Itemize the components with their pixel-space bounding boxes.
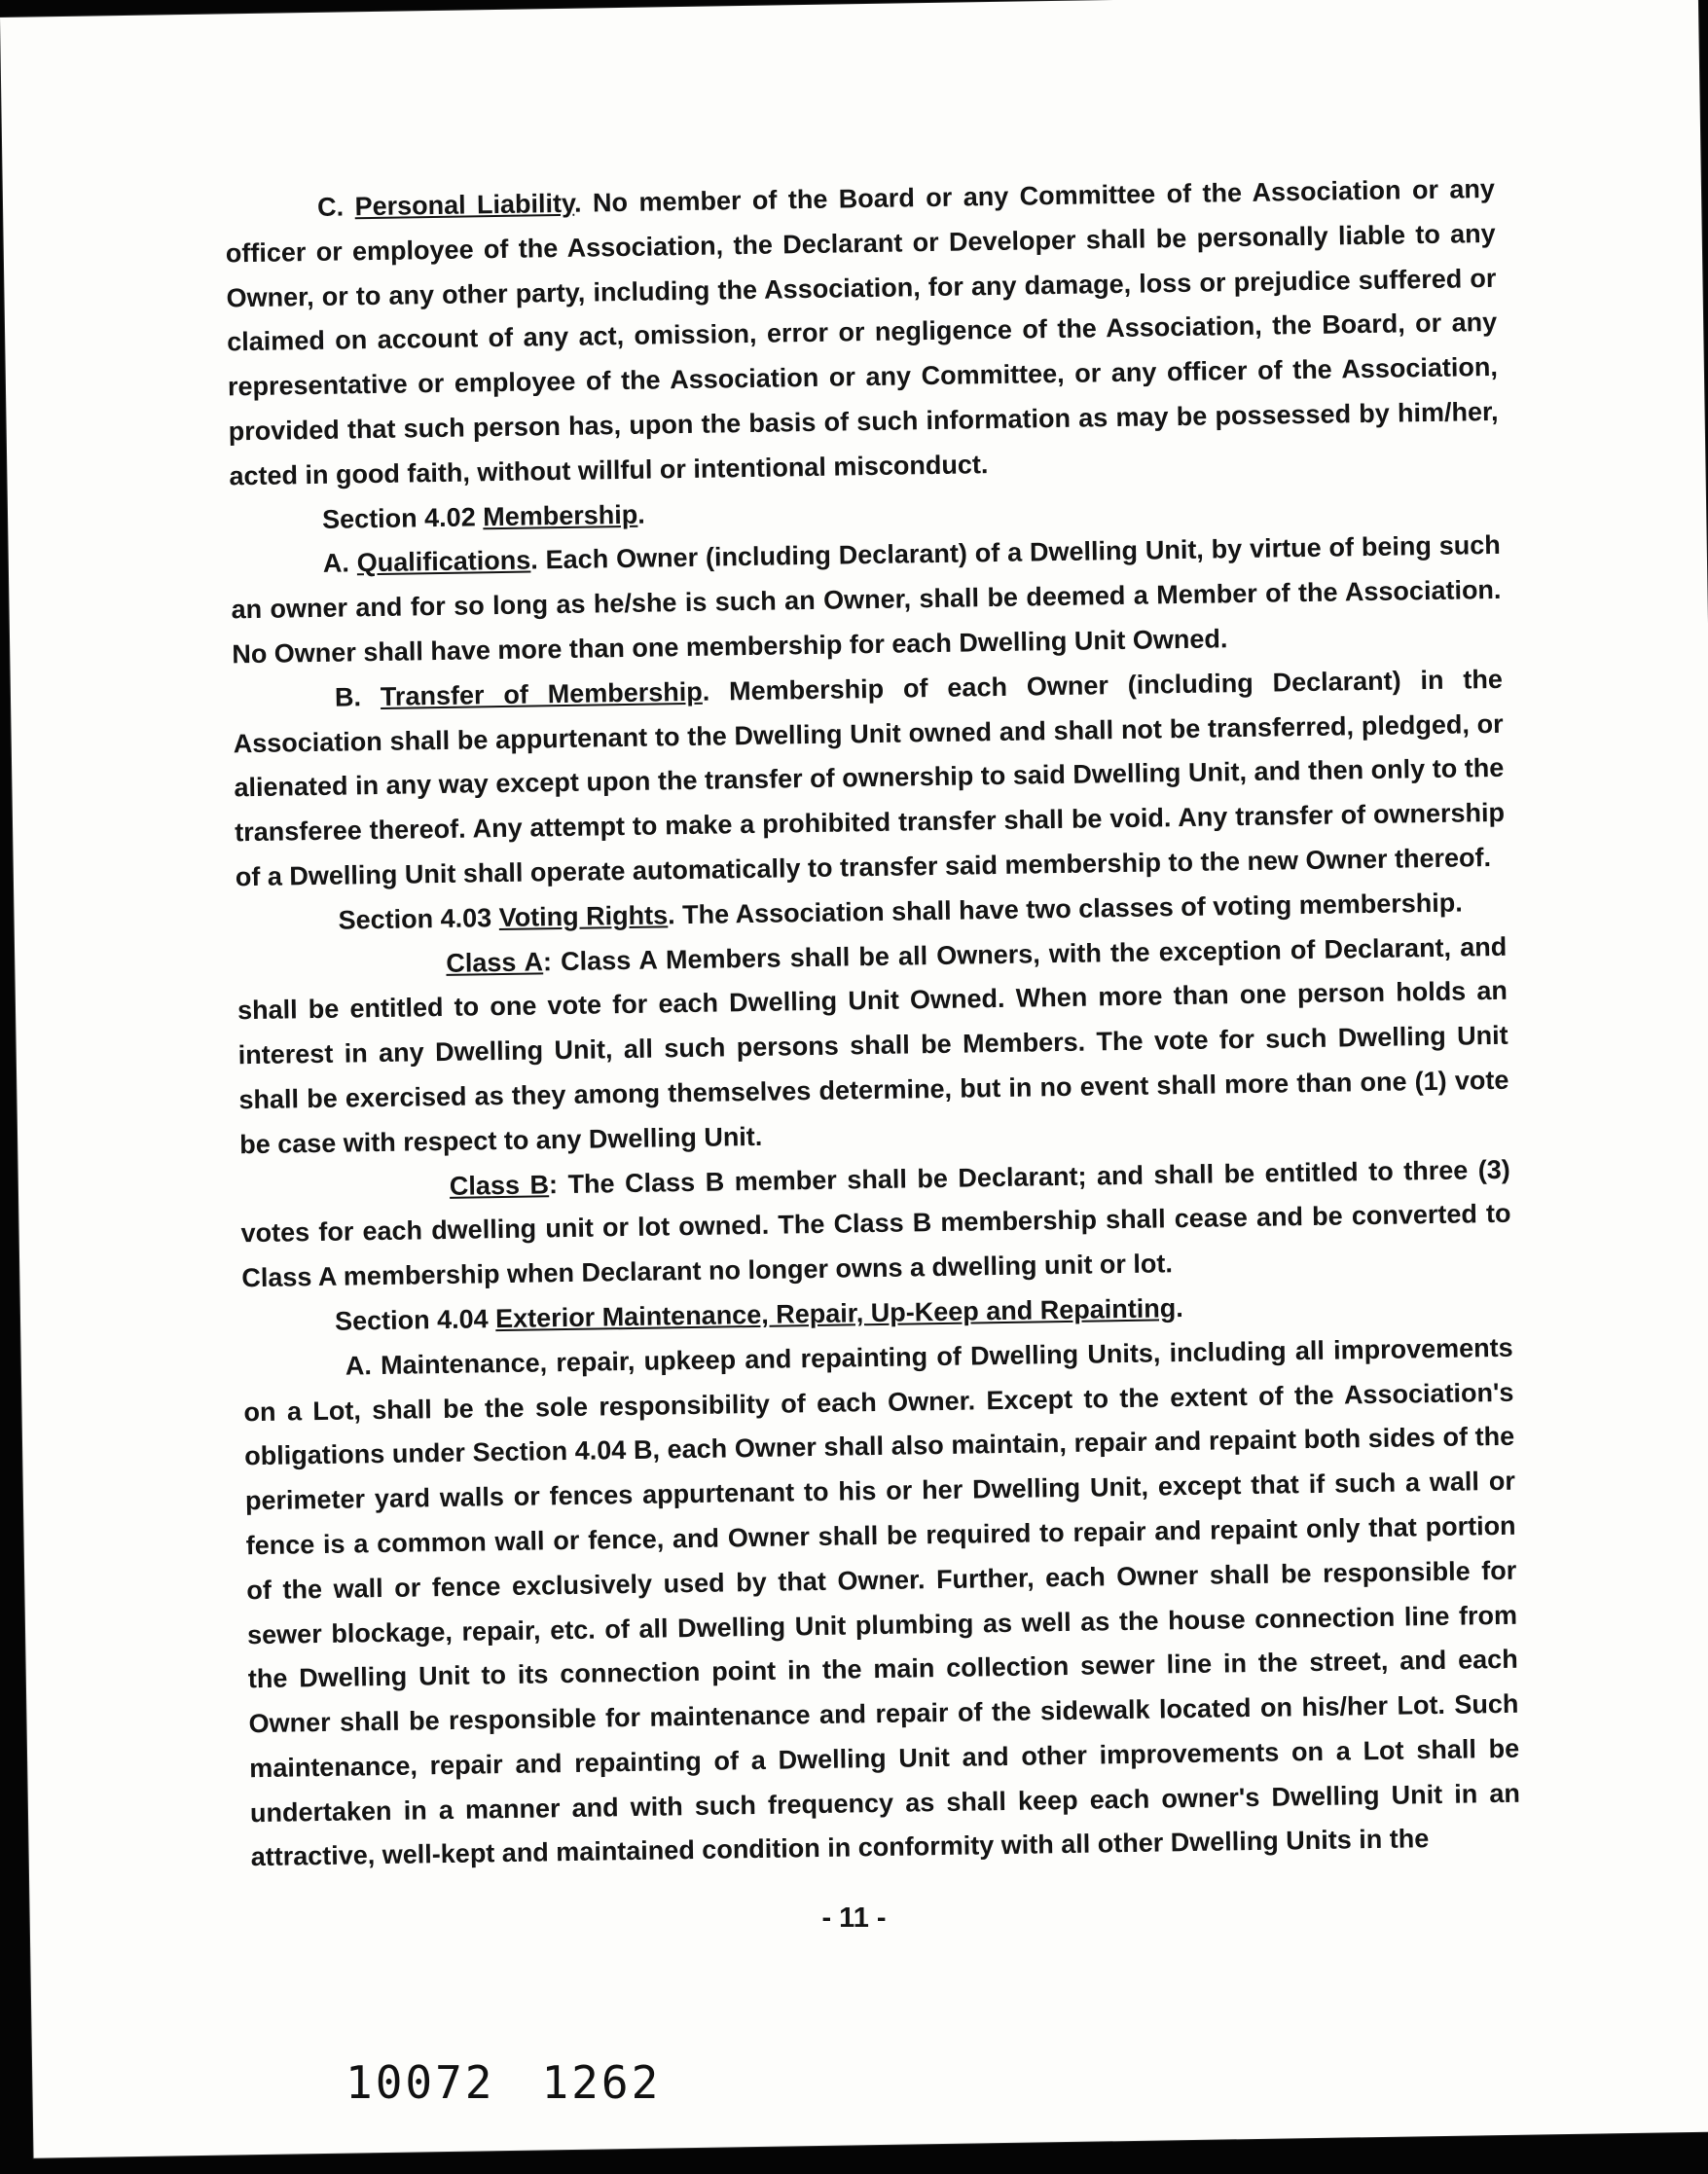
section-number: Section 4.03 — [338, 902, 499, 935]
paragraph-letter: A. — [322, 548, 357, 579]
personal-liability-text: . No member of the Board or any Committee of the Association or any officer or employee of the Association, the Declarant or Developer shall be personally liable to any Owner, or to any other party, including the Association, for any damage, loss or prejudice suffered or claimed on account of any act, omission, error or negligence of the Association, the Board, or any representative or employee of the Association or any Committee, or any officer of the Association, provided that such person has, upon the basis of such information as may be possessed by him/her, acted in good faith, without willful or intentional misconduct. — [225, 173, 1499, 491]
page-number: - 11 - — [821, 1902, 887, 1934]
heading-transfer-of-membership: Transfer of Membership — [380, 676, 703, 711]
section-suffix: . — [636, 499, 645, 529]
section-number: Section 4.04 — [334, 1304, 496, 1336]
heading-class-a: Class A — [446, 946, 544, 978]
transfer-text: . Membership of each Owner (including Declarant) in the Association shall be appurtenant to the Dwelling Unit owned and shall not be transferred, pledged, or alienated in any way except upon the transfer of ownership to said Dwelling Unit, and then only to the transferee thereof. Any attempt to make a prohibited transfer shall be void. Any transfer of ownership of a Dwelling Unit shall operate automatically to transfer said membership to the new Owner thereof. — [233, 664, 1506, 892]
heading-personal-liability: Personal Liability — [354, 188, 575, 222]
paragraph-personal-liability — [225, 167, 1500, 499]
voting-rights-text: . The Association shall have two classes of voting membership. — [667, 888, 1463, 930]
section-title-exterior-maintenance: Exterior Maintenance, Repair, Up-Keep and Repainting — [494, 1293, 1177, 1334]
paragraph-letter: B. — [334, 681, 382, 712]
class-a-text: : Class A Members shall be all Owners, with the exception of Declarant, and shall be entitled to one vote for each Dwelling Unit Owned. When more than one person holds an interest in any Dwelling Unit, all such persons shall be Members. The vote for such Dwelling Unit shall be exercised as they among themselves determine, but in no event shall more than one (1) vote be case with respect to any Dwelling Unit. — [236, 931, 1509, 1160]
paragraph-class-a — [236, 924, 1509, 1167]
record-number — [345, 2056, 708, 2109]
paragraph-transfer — [233, 658, 1506, 900]
heading-qualifications: Qualifications — [356, 545, 531, 578]
qualifications-text: . Each Owner (including Declarant) of a Dwelling Unit, by virtue of being such an owner and for so long as he/she is such an Owner, shall be deemed a Member of the Association. No Owner shall have more than one membership for each Dwelling Unit Owned. — [231, 530, 1502, 670]
record-number-left: 10072 — [345, 2056, 495, 2109]
document-body — [225, 167, 1521, 1881]
paragraph-letter: C. — [316, 192, 355, 222]
paragraph-maintenance: A. Maintenance, repair, upkeep and repainting of Dwelling Units, including all improvements on a Lot, shall be the sole responsibility of each Owner. Except to the extent of the Association's obligations under Section 4.04 B, each Owner shall also maintain, repair and repaint both sides of the perimeter yard walls or fences appurtenant to his or her Dwelling Unit, except that if such a wall or fence is a common wall or fence, and Owner shall be required to repair and repaint only that portion of the wall or fence exclusively used by that Owner. Further, each Owner shall be responsible for sewer blockage, repair, etc. of all Dwelling Unit plumbing as well as the house connection line from the Dwelling Unit to its connection point in the main collection sewer line in the street, and each Owner shall be responsible for maintenance and repair of the sidewalk located on his/her Lot. Such maintenance, repair and repainting of a Dwelling Unit and other improvements on a Lot shall be undertaken in a manner and with such frequency as shall keep each owner's Dwelling Unit in an attractive, well-kept and maintained condition in conformity with all other Dwelling Units in the — [243, 1332, 1521, 1872]
heading-class-b: Class B — [449, 1169, 550, 1201]
paragraph-qualifications — [231, 524, 1503, 677]
section-title-membership: Membership — [482, 499, 638, 531]
section-title-voting-rights: Voting Rights — [498, 900, 669, 932]
paragraph-class-b — [240, 1147, 1512, 1301]
class-b-text: : The Class B member shall be Declarant; and shall be entitled to three (3) votes for each dwelling unit or lot owned. The Class B membership shall cease and be converted to Class A membership when Declarant no longer owns a dwelling unit or lot. — [240, 1154, 1511, 1293]
record-number-right: 1262 — [541, 2056, 662, 2109]
section-suffix: . — [1175, 1292, 1183, 1323]
section-number: Section 4.02 — [321, 501, 484, 534]
